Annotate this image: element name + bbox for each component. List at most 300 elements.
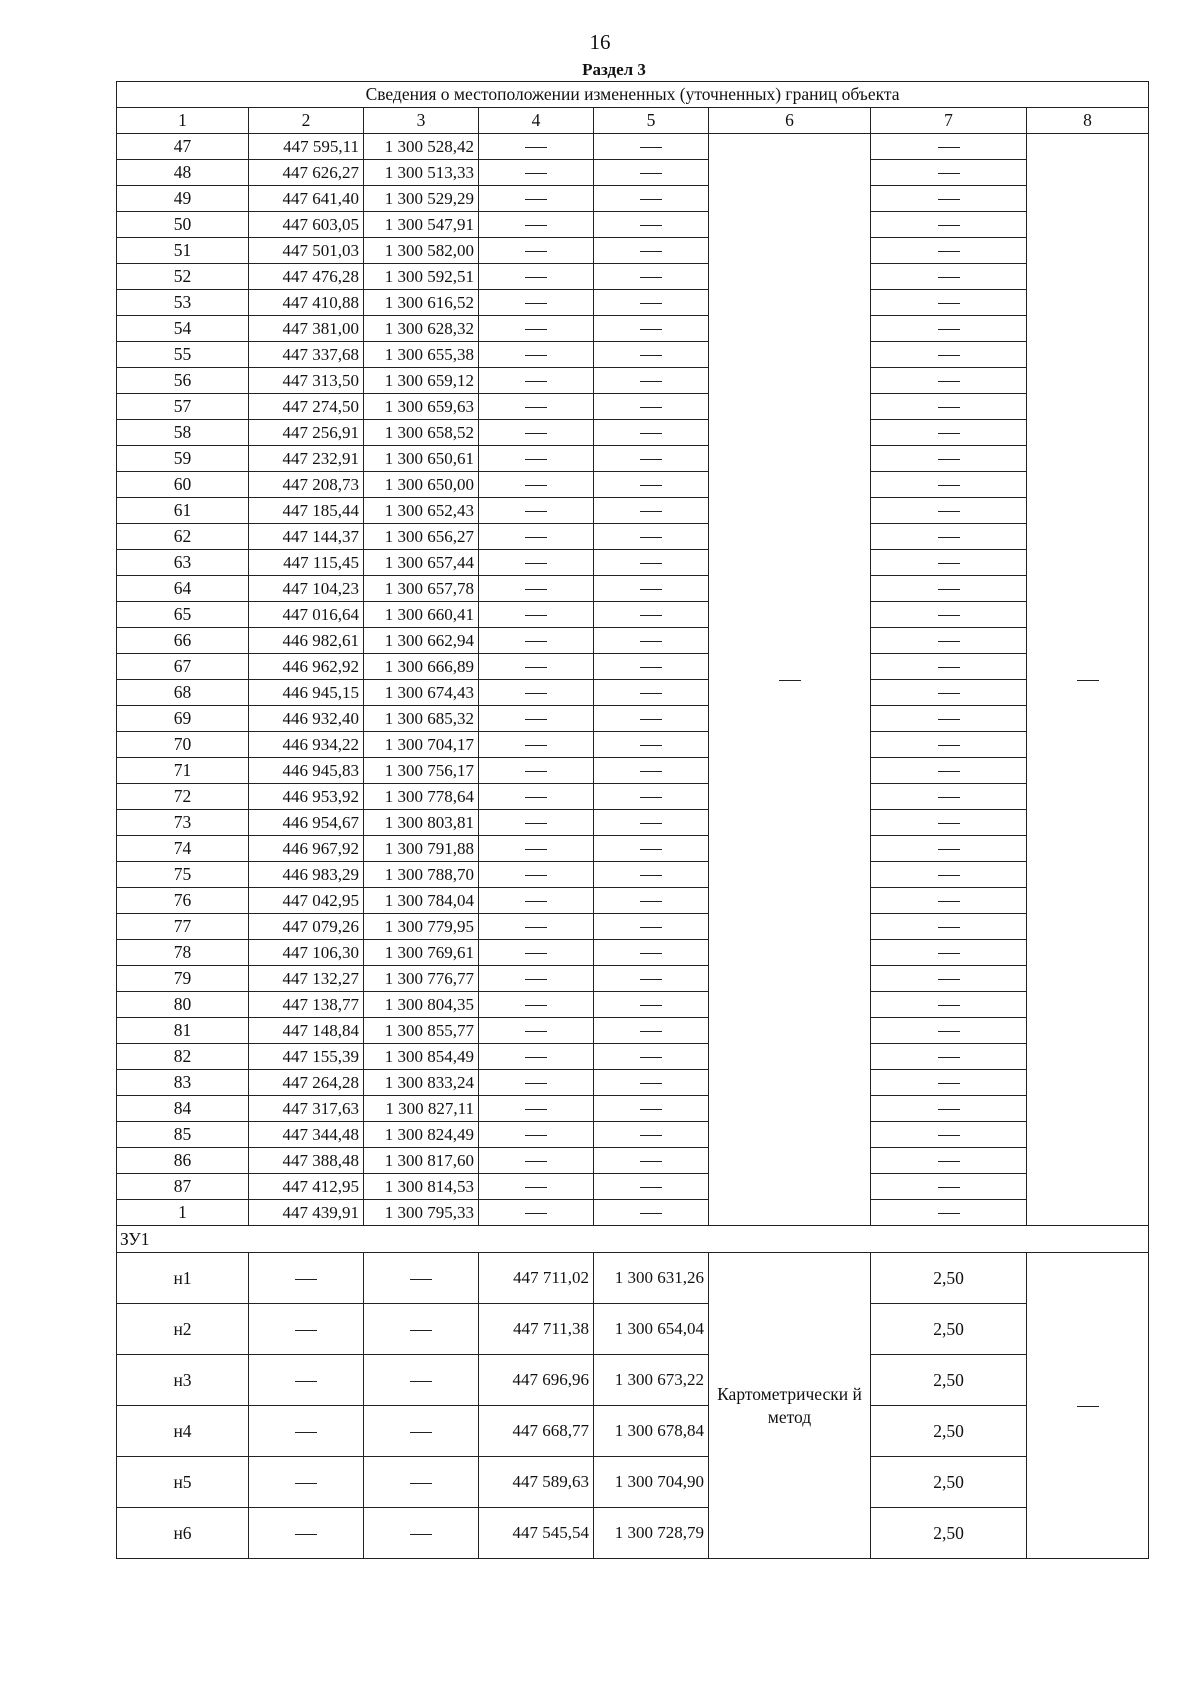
table-row: [117, 810, 1149, 836]
new-y: [594, 732, 709, 758]
dash-mark: [938, 979, 960, 980]
point-number: 60: [117, 472, 249, 498]
new-y: [594, 134, 709, 160]
new-x: [479, 758, 594, 784]
point-number: 52: [117, 264, 249, 290]
description-cell: [1027, 134, 1149, 1226]
table-row: [117, 212, 1149, 238]
new-y: [594, 316, 709, 342]
dash-mark: [525, 1005, 547, 1006]
dash-mark: [640, 563, 662, 564]
dash-mark: [938, 1083, 960, 1084]
dash-mark: [525, 1135, 547, 1136]
new-x: [479, 810, 594, 836]
dash-mark: [525, 875, 547, 876]
table-row: [117, 966, 1149, 992]
new-x: [479, 420, 594, 446]
table-row: [117, 238, 1149, 264]
accuracy: [871, 524, 1027, 550]
new-y: [594, 628, 709, 654]
new-x: [479, 1018, 594, 1044]
existing-x: [249, 1508, 364, 1559]
dash-mark: [640, 355, 662, 356]
new-y: [594, 862, 709, 888]
new-y: [594, 472, 709, 498]
new-x: [479, 862, 594, 888]
group-row: [117, 1226, 1149, 1253]
point-number: 63: [117, 550, 249, 576]
existing-x: 447 313,50: [249, 368, 364, 394]
dash-mark: [938, 459, 960, 460]
point-number: 83: [117, 1070, 249, 1096]
dash-mark: [640, 771, 662, 772]
new-x: [479, 134, 594, 160]
existing-x: 447 256,91: [249, 420, 364, 446]
new-x: [479, 394, 594, 420]
point-number: 55: [117, 342, 249, 368]
new-x: [479, 160, 594, 186]
dash-mark: [410, 1279, 432, 1280]
new-y: [594, 940, 709, 966]
existing-x: [249, 1304, 364, 1355]
dash-mark: [640, 1083, 662, 1084]
accuracy: [871, 680, 1027, 706]
dash-mark: [525, 979, 547, 980]
table-row: [117, 1148, 1149, 1174]
new-y: [594, 706, 709, 732]
dash-mark: [938, 433, 960, 434]
dash-mark: [640, 1031, 662, 1032]
new-y: [594, 602, 709, 628]
new-y: [594, 1096, 709, 1122]
accuracy: [871, 654, 1027, 680]
column-number-8: 8: [1027, 108, 1149, 134]
new-x: [479, 472, 594, 498]
table-row: [117, 420, 1149, 446]
new-x: [479, 316, 594, 342]
table-row: [117, 732, 1149, 758]
dash-mark: [525, 1083, 547, 1084]
point-number: н3: [117, 1355, 249, 1406]
accuracy: [871, 212, 1027, 238]
accuracy: 2,50: [871, 1355, 1027, 1406]
dash-mark: [410, 1432, 432, 1433]
new-y: 1 300 654,04: [594, 1304, 709, 1355]
dash-mark: [295, 1534, 317, 1535]
point-number: 71: [117, 758, 249, 784]
existing-x: 447 595,11: [249, 134, 364, 160]
dash-mark: [938, 901, 960, 902]
existing-x: 447 641,40: [249, 186, 364, 212]
new-x: [479, 212, 594, 238]
existing-y: 1 300 756,17: [364, 758, 479, 784]
page-number: 16: [589, 30, 611, 54]
point-number: 62: [117, 524, 249, 550]
dash-mark: [525, 745, 547, 746]
group-label: ЗУ1: [117, 1226, 1149, 1253]
existing-y: 1 300 529,29: [364, 186, 479, 212]
table-row: [117, 992, 1149, 1018]
accuracy: [871, 1096, 1027, 1122]
dash-mark: [525, 251, 547, 252]
dash-mark: [525, 355, 547, 356]
new-x: [479, 706, 594, 732]
accuracy: [871, 576, 1027, 602]
dash-mark: [640, 1057, 662, 1058]
accuracy: [871, 758, 1027, 784]
table-row: [117, 1304, 1149, 1355]
table-row: [117, 758, 1149, 784]
dash-mark: [1077, 1406, 1099, 1407]
existing-y: 1 300 674,43: [364, 680, 479, 706]
new-y: [594, 914, 709, 940]
dash-mark: [640, 329, 662, 330]
accuracy: 2,50: [871, 1457, 1027, 1508]
existing-y: 1 300 666,89: [364, 654, 479, 680]
existing-x: 447 439,91: [249, 1200, 364, 1226]
dash-mark: [938, 277, 960, 278]
new-y: [594, 888, 709, 914]
accuracy: [871, 160, 1027, 186]
table-row: [117, 1200, 1149, 1226]
accuracy: 2,50: [871, 1406, 1027, 1457]
point-number: 75: [117, 862, 249, 888]
dash-mark: [525, 277, 547, 278]
dash-mark: [525, 693, 547, 694]
accuracy: [871, 472, 1027, 498]
new-x: 447 545,54: [479, 1508, 594, 1559]
accuracy: [871, 498, 1027, 524]
table-row: [117, 1096, 1149, 1122]
existing-y: 1 300 778,64: [364, 784, 479, 810]
new-x: 447 589,63: [479, 1457, 594, 1508]
dash-mark: [938, 953, 960, 954]
new-y: [594, 1070, 709, 1096]
dash-mark: [525, 849, 547, 850]
new-x: [479, 732, 594, 758]
new-y: 1 300 728,79: [594, 1508, 709, 1559]
new-y: [594, 160, 709, 186]
point-number: 51: [117, 238, 249, 264]
accuracy: [871, 394, 1027, 420]
table-row: [117, 368, 1149, 394]
dash-mark: [938, 667, 960, 668]
existing-x: 447 626,27: [249, 160, 364, 186]
existing-y: 1 300 616,52: [364, 290, 479, 316]
dash-mark: [938, 511, 960, 512]
new-y: [594, 1044, 709, 1070]
table-caption: Сведения о местоположении измененных (уточненных) границ объекта: [117, 82, 1149, 108]
point-number: 84: [117, 1096, 249, 1122]
existing-y: 1 300 824,49: [364, 1122, 479, 1148]
point-number: 76: [117, 888, 249, 914]
dash-mark: [525, 511, 547, 512]
point-number: 53: [117, 290, 249, 316]
point-number: 54: [117, 316, 249, 342]
accuracy: [871, 836, 1027, 862]
new-y: [594, 290, 709, 316]
table-row: [117, 1355, 1149, 1406]
table-row: [117, 524, 1149, 550]
dash-mark: [640, 797, 662, 798]
existing-x: 447 106,30: [249, 940, 364, 966]
dash-mark: [295, 1432, 317, 1433]
dash-mark: [640, 641, 662, 642]
new-x: [479, 1044, 594, 1070]
accuracy: [871, 550, 1027, 576]
new-x: [479, 1200, 594, 1226]
new-y: [594, 576, 709, 602]
method-cell: Картометрически й метод: [709, 1253, 871, 1559]
dash-mark: [938, 537, 960, 538]
new-x: 447 711,02: [479, 1253, 594, 1304]
existing-x: 447 501,03: [249, 238, 364, 264]
point-number: 56: [117, 368, 249, 394]
dash-mark: [525, 329, 547, 330]
dash-mark: [938, 303, 960, 304]
new-x: [479, 628, 594, 654]
point-number: 80: [117, 992, 249, 1018]
existing-x: 447 132,27: [249, 966, 364, 992]
accuracy: [871, 1070, 1027, 1096]
dash-mark: [938, 1031, 960, 1032]
table-row: [117, 1044, 1149, 1070]
dash-mark: [938, 173, 960, 174]
dash-mark: [640, 849, 662, 850]
existing-x: 447 185,44: [249, 498, 364, 524]
dash-mark: [938, 823, 960, 824]
point-number: 61: [117, 498, 249, 524]
existing-y: 1 300 528,42: [364, 134, 479, 160]
dash-mark: [640, 1187, 662, 1188]
point-number: 70: [117, 732, 249, 758]
dash-mark: [640, 615, 662, 616]
dash-mark: [640, 979, 662, 980]
table-row: [117, 342, 1149, 368]
accuracy: [871, 1174, 1027, 1200]
dash-mark: [525, 771, 547, 772]
accuracy: [871, 784, 1027, 810]
table-row: [117, 1406, 1149, 1457]
table-row: [117, 1070, 1149, 1096]
dash-mark: [640, 277, 662, 278]
dash-mark: [525, 901, 547, 902]
point-number: 69: [117, 706, 249, 732]
existing-y: [364, 1406, 479, 1457]
accuracy: [871, 628, 1027, 654]
dash-mark: [525, 537, 547, 538]
new-x: [479, 966, 594, 992]
table-row: [117, 264, 1149, 290]
accuracy: [871, 810, 1027, 836]
new-x: 447 711,38: [479, 1304, 594, 1355]
point-number: 50: [117, 212, 249, 238]
existing-y: [364, 1304, 479, 1355]
new-y: [594, 784, 709, 810]
column-number-7: 7: [871, 108, 1027, 134]
dash-mark: [525, 953, 547, 954]
new-x: [479, 1174, 594, 1200]
accuracy: [871, 914, 1027, 940]
existing-y: 1 300 704,17: [364, 732, 479, 758]
table-body: [117, 134, 1149, 1559]
dash-mark: [938, 1109, 960, 1110]
existing-y: 1 300 592,51: [364, 264, 479, 290]
accuracy: [871, 342, 1027, 368]
accuracy: [871, 1044, 1027, 1070]
new-x: [479, 186, 594, 212]
accuracy: [871, 1122, 1027, 1148]
dash-mark: [938, 485, 960, 486]
new-y: 1 300 678,84: [594, 1406, 709, 1457]
accuracy: [871, 940, 1027, 966]
accuracy: [871, 1200, 1027, 1226]
accuracy: [871, 446, 1027, 472]
existing-x: 447 144,37: [249, 524, 364, 550]
existing-y: 1 300 659,12: [364, 368, 479, 394]
dash-mark: [640, 719, 662, 720]
existing-y: 1 300 655,38: [364, 342, 479, 368]
dash-mark: [525, 173, 547, 174]
point-number: 74: [117, 836, 249, 862]
existing-y: 1 300 776,77: [364, 966, 479, 992]
table-row: [117, 1174, 1149, 1200]
table-row: [117, 576, 1149, 602]
existing-x: 447 104,23: [249, 576, 364, 602]
new-y: 1 300 631,26: [594, 1253, 709, 1304]
existing-y: [364, 1457, 479, 1508]
dash-mark: [938, 199, 960, 200]
table-row: [117, 654, 1149, 680]
existing-x: 446 962,92: [249, 654, 364, 680]
existing-y: 1 300 685,32: [364, 706, 479, 732]
new-x: [479, 498, 594, 524]
dash-mark: [525, 823, 547, 824]
existing-x: 446 983,29: [249, 862, 364, 888]
dash-mark: [640, 927, 662, 928]
dash-mark: [938, 1213, 960, 1214]
point-number: 82: [117, 1044, 249, 1070]
existing-y: 1 300 658,52: [364, 420, 479, 446]
existing-x: 447 138,77: [249, 992, 364, 1018]
accuracy: [871, 368, 1027, 394]
dash-mark: [525, 147, 547, 148]
dash-mark: [410, 1330, 432, 1331]
dash-mark: [938, 771, 960, 772]
dash-mark: [640, 511, 662, 512]
existing-y: 1 300 804,35: [364, 992, 479, 1018]
column-number-1: 1: [117, 108, 249, 134]
accuracy: [871, 1148, 1027, 1174]
new-x: [479, 238, 594, 264]
existing-y: 1 300 855,77: [364, 1018, 479, 1044]
point-number: 47: [117, 134, 249, 160]
new-y: [594, 498, 709, 524]
new-x: [479, 368, 594, 394]
new-x: [479, 602, 594, 628]
accuracy: [871, 732, 1027, 758]
new-x: [479, 550, 594, 576]
dash-mark: [938, 225, 960, 226]
existing-y: 1 300 659,63: [364, 394, 479, 420]
new-x: [479, 784, 594, 810]
dash-mark: [938, 1135, 960, 1136]
dash-mark: [938, 745, 960, 746]
point-number: 78: [117, 940, 249, 966]
new-x: [479, 1070, 594, 1096]
table-row: [117, 680, 1149, 706]
accuracy: [871, 706, 1027, 732]
table-row: [117, 446, 1149, 472]
existing-y: [364, 1355, 479, 1406]
dash-mark: [640, 693, 662, 694]
new-y: [594, 1200, 709, 1226]
accuracy: [871, 186, 1027, 212]
existing-x: [249, 1355, 364, 1406]
new-y: 1 300 673,22: [594, 1355, 709, 1406]
new-x: [479, 654, 594, 680]
dash-mark: [938, 251, 960, 252]
dash-mark: [295, 1279, 317, 1280]
dash-mark: [938, 355, 960, 356]
dash-mark: [640, 199, 662, 200]
point-number: 59: [117, 446, 249, 472]
accuracy: [871, 134, 1027, 160]
existing-x: 447 412,95: [249, 1174, 364, 1200]
table-row: [117, 1122, 1149, 1148]
table-row: [117, 706, 1149, 732]
dash-mark: [938, 927, 960, 928]
table-row: [117, 1018, 1149, 1044]
dash-mark: [640, 1213, 662, 1214]
new-x: [479, 1096, 594, 1122]
existing-x: 446 945,15: [249, 680, 364, 706]
dash-mark: [295, 1483, 317, 1484]
dash-mark: [525, 225, 547, 226]
new-y: [594, 394, 709, 420]
dash-mark: [640, 251, 662, 252]
dash-mark: [525, 303, 547, 304]
accuracy: [871, 888, 1027, 914]
table-row: [117, 888, 1149, 914]
column-number-row: [117, 108, 1149, 134]
existing-y: 1 300 582,00: [364, 238, 479, 264]
dash-mark: [525, 1109, 547, 1110]
dash-mark: [525, 641, 547, 642]
table-row: [117, 836, 1149, 862]
dash-mark: [525, 563, 547, 564]
existing-x: 447 079,26: [249, 914, 364, 940]
column-number-3: 3: [364, 108, 479, 134]
coordinates-table: [116, 81, 1149, 1559]
existing-y: 1 300 817,60: [364, 1148, 479, 1174]
accuracy: 2,50: [871, 1253, 1027, 1304]
new-x: [479, 290, 594, 316]
dash-mark: [640, 303, 662, 304]
existing-y: 1 300 784,04: [364, 888, 479, 914]
point-number: 68: [117, 680, 249, 706]
existing-y: 1 300 513,33: [364, 160, 479, 186]
existing-y: 1 300 814,53: [364, 1174, 479, 1200]
dash-mark: [525, 459, 547, 460]
point-number: н1: [117, 1253, 249, 1304]
new-y: [594, 238, 709, 264]
table-row: [117, 394, 1149, 420]
dash-mark: [525, 407, 547, 408]
point-number: 73: [117, 810, 249, 836]
column-number-5: 5: [594, 108, 709, 134]
dash-mark: [938, 329, 960, 330]
